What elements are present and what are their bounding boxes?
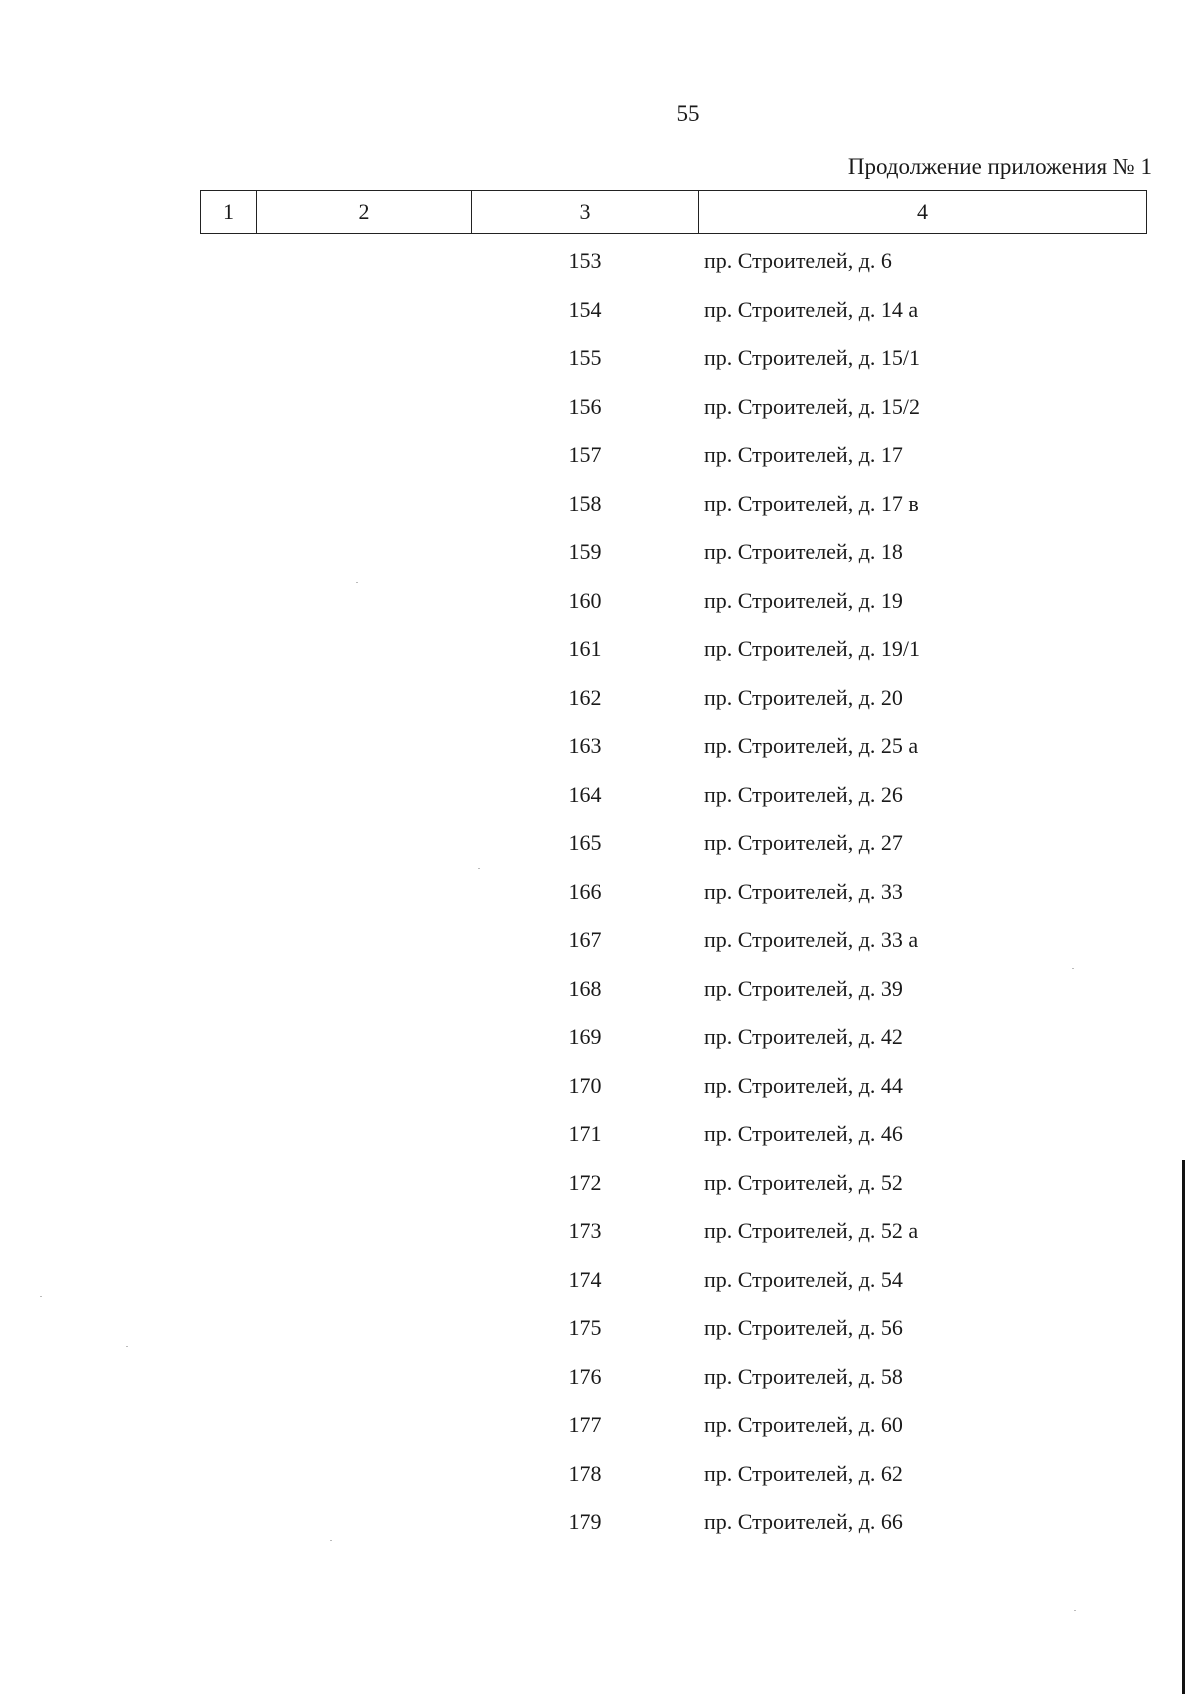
table-row	[0, 1109, 1200, 1158]
row-address: пр. Строителей, д. 42	[704, 1024, 903, 1049]
row-address: пр. Строителей, д. 15/1	[704, 345, 921, 370]
continuation-label: Продолжение приложения № 1	[847, 154, 1152, 179]
table-row	[0, 1303, 1200, 1352]
row-number: 172	[568, 1169, 602, 1195]
scan-speck	[1072, 968, 1074, 969]
table-header	[200, 190, 1147, 234]
table-row	[0, 818, 1200, 867]
row-address: пр. Строителей, д. 26	[704, 781, 903, 807]
row-number: 170	[568, 1072, 602, 1098]
table-row	[0, 1206, 1200, 1255]
scan-speck	[40, 1296, 42, 1297]
header-col-2: 2	[257, 191, 472, 234]
table-row	[0, 1400, 1200, 1449]
row-address: пр. Строителей, д. 27	[704, 830, 903, 855]
row-address: пр. Строителей, д. 33	[704, 878, 903, 904]
scan-speck	[478, 868, 480, 869]
table-row	[0, 333, 1200, 382]
row-address: пр. Строителей, д. 19/1	[704, 636, 921, 661]
row-address: пр. Строителей, д. 52 а	[704, 1218, 919, 1243]
row-number: 168	[568, 975, 602, 1001]
row-address: пр. Строителей, д. 46	[704, 1121, 903, 1146]
row-address: пр. Строителей, д. 54	[704, 1266, 903, 1292]
row-number: 163	[568, 733, 602, 758]
scan-speck	[126, 1346, 128, 1347]
table-row	[0, 1255, 1200, 1304]
row-number: 166	[568, 878, 602, 904]
row-number: 177	[568, 1412, 602, 1437]
row-address: пр. Строителей, д. 39	[704, 975, 903, 1001]
row-address: пр. Строителей, д. 52	[704, 1169, 903, 1195]
scan-speck	[356, 582, 358, 583]
table-row	[0, 285, 1200, 334]
table-row	[0, 770, 1200, 819]
row-address: пр. Строителей, д. 58	[704, 1363, 903, 1389]
row-number: 179	[568, 1509, 602, 1534]
row-address: пр. Строителей, д. 19	[704, 587, 903, 613]
row-number: 169	[568, 1024, 602, 1049]
table-row	[0, 1061, 1200, 1110]
row-number: 154	[568, 296, 602, 322]
row-address: пр. Строителей, д. 60	[704, 1412, 903, 1437]
row-number: 176	[568, 1363, 602, 1389]
table-row	[0, 1497, 1200, 1546]
row-address: пр. Строителей, д. 14 а	[704, 296, 919, 322]
table-row	[0, 915, 1200, 964]
page-number: 55	[676, 101, 700, 126]
row-number: 162	[568, 684, 602, 710]
row-address: пр. Строителей, д. 6	[704, 248, 892, 273]
row-address: пр. Строителей, д. 62	[704, 1460, 903, 1486]
row-number: 158	[568, 490, 602, 516]
table-row	[0, 1012, 1200, 1061]
row-number: 161	[568, 636, 602, 661]
table-row	[0, 721, 1200, 770]
table-row	[0, 430, 1200, 479]
row-address: пр. Строителей, д. 18	[704, 539, 903, 564]
row-number: 160	[568, 587, 602, 613]
row-number: 157	[568, 442, 602, 467]
row-address: пр. Строителей, д. 56	[704, 1315, 903, 1340]
row-number: 164	[568, 781, 602, 807]
row-number: 174	[568, 1266, 602, 1292]
table-row	[0, 1158, 1200, 1207]
row-address: пр. Строителей, д. 20	[704, 684, 903, 710]
row-address: пр. Строителей, д. 17 в	[704, 490, 919, 516]
table-row	[0, 867, 1200, 916]
row-address: пр. Строителей, д. 66	[704, 1509, 903, 1534]
table-row	[0, 236, 1200, 285]
row-number: 173	[568, 1218, 602, 1243]
header-row	[201, 191, 1147, 234]
row-number: 165	[568, 830, 602, 855]
header-col-1: 1	[201, 191, 257, 234]
scan-speck	[1074, 1610, 1076, 1611]
table-body	[0, 236, 1200, 1546]
table-row	[0, 673, 1200, 722]
row-number: 167	[568, 927, 602, 952]
table-row	[0, 479, 1200, 528]
row-number: 153	[568, 248, 602, 273]
row-address: пр. Строителей, д. 15/2	[704, 393, 921, 419]
table-row	[0, 576, 1200, 625]
row-number: 171	[568, 1121, 602, 1146]
row-number: 175	[568, 1315, 602, 1340]
row-number: 156	[568, 393, 602, 419]
scan-edge-line	[1182, 1160, 1185, 1694]
row-number: 159	[568, 539, 602, 564]
row-number: 178	[568, 1460, 602, 1486]
table-row	[0, 382, 1200, 431]
table-row	[0, 1449, 1200, 1498]
table-row	[0, 624, 1200, 673]
header-col-3: 3	[472, 191, 699, 234]
row-address: пр. Строителей, д. 17	[704, 442, 903, 467]
table-row	[0, 527, 1200, 576]
row-address: пр. Строителей, д. 25 а	[704, 733, 919, 758]
table-row	[0, 1352, 1200, 1401]
table-row	[0, 964, 1200, 1013]
row-address: пр. Строителей, д. 33 а	[704, 927, 919, 952]
row-number: 155	[568, 345, 602, 370]
row-address: пр. Строителей, д. 44	[704, 1072, 903, 1098]
scan-speck	[330, 1540, 332, 1541]
header-col-4: 4	[699, 191, 1147, 234]
